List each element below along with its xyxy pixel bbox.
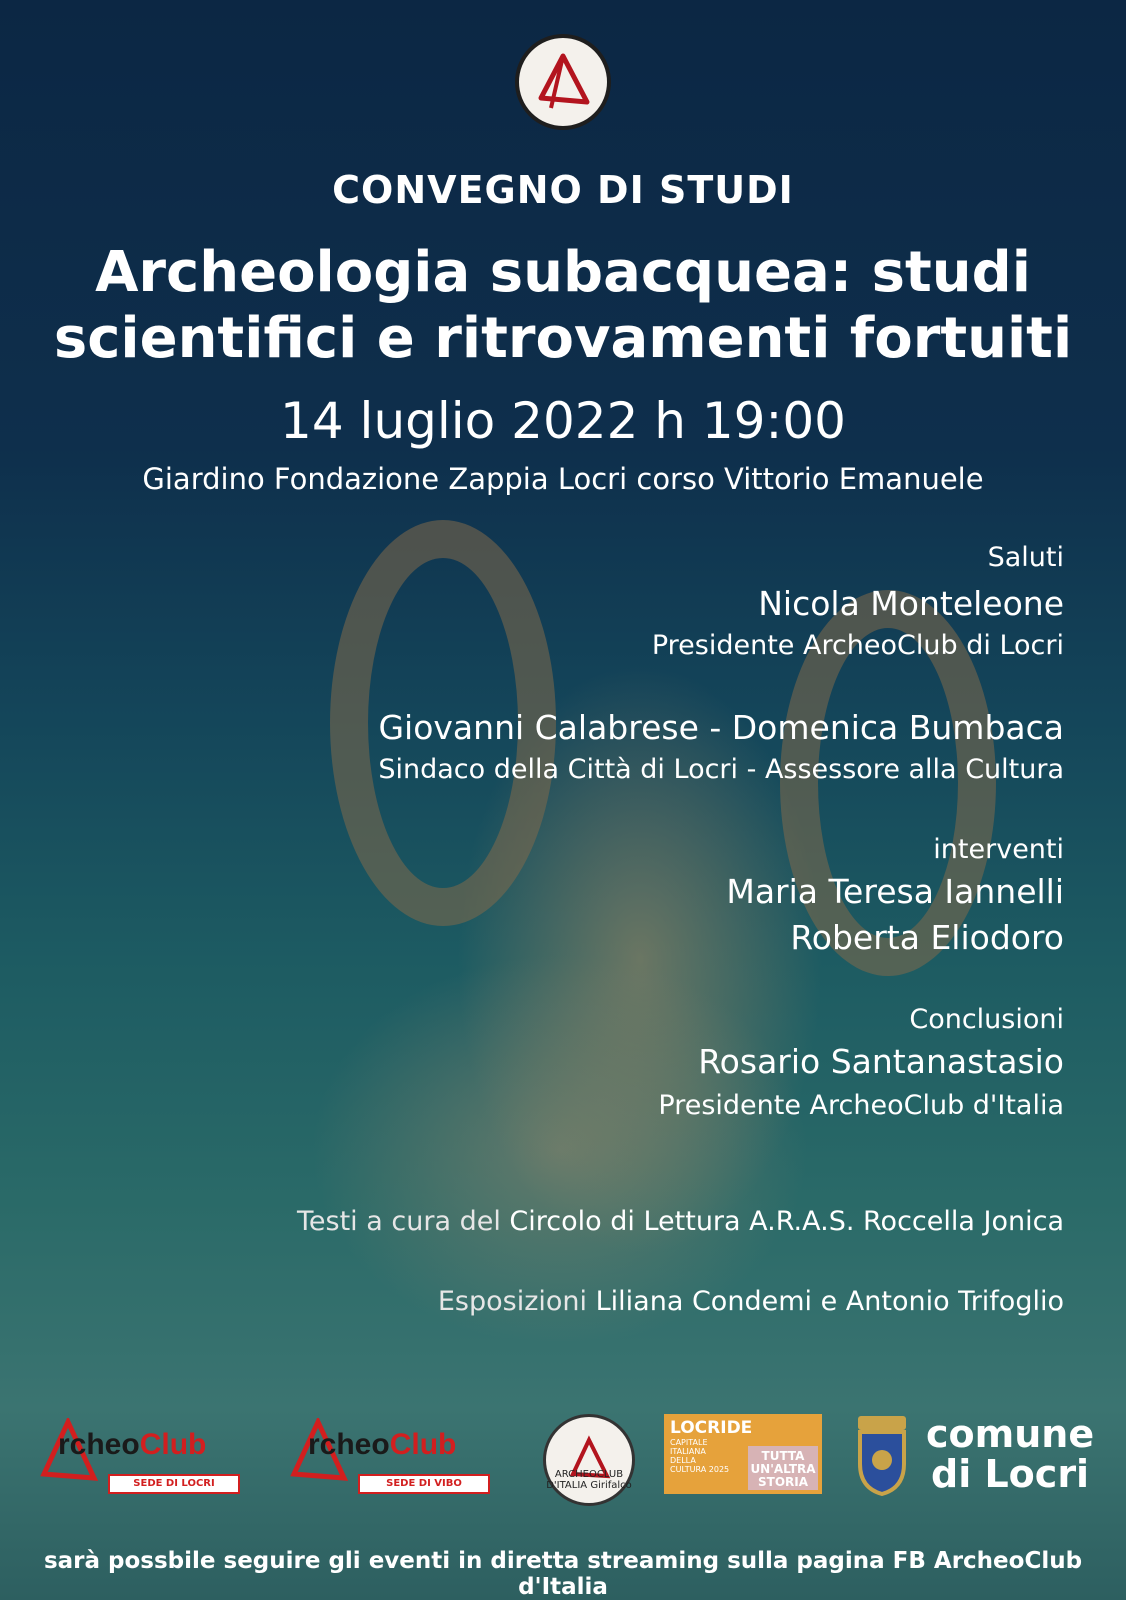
logo-wordmark	[308, 1428, 456, 1462]
comune-di-locri-label	[926, 1414, 1094, 1494]
esposizioni-credit	[438, 1286, 1064, 1317]
archeoclub-girifalco-seal	[543, 1414, 635, 1506]
event-venue: Giardino Fondazione Zappia Locri corso Vittorio Emanuele	[142, 462, 984, 496]
locride-title: LOCRIDE	[670, 1418, 753, 1438]
event-title	[0, 240, 1126, 372]
locride-subtitle: CAPITALE ITALIANA DELLA CULTURA 2025	[670, 1438, 730, 1474]
conclusioni-name: Rosario Santanastasio	[698, 1042, 1064, 1081]
interventi-label: interventi	[933, 834, 1064, 865]
event-date: 14 luglio 2022 h 19:00	[280, 392, 846, 450]
testi-prefix: Testi a cura del	[297, 1206, 510, 1237]
locri-crest-icon	[850, 1412, 914, 1496]
locride-logo	[664, 1414, 822, 1494]
saluti-label: Saluti	[987, 542, 1064, 573]
saluti-role: Presidente ArcheoClub di Locri	[651, 630, 1064, 661]
testi-credit	[297, 1206, 1064, 1237]
esposizioni-names: Liliana Condemi e Antonio Trifoglio	[595, 1286, 1064, 1317]
archeoclub-locri-logo	[38, 1418, 238, 1498]
speaker-2: Roberta Eliodoro	[790, 918, 1064, 957]
conclusioni-role: Presidente ArcheoClub d'Italia	[658, 1090, 1064, 1121]
archeoclub-logo	[515, 34, 611, 130]
archeoclub-vibo-logo	[288, 1418, 488, 1498]
sede-label: SEDE DI VIBO	[358, 1474, 490, 1494]
title-line-2: scientifici e ritrovamenti fortuiti	[53, 306, 1073, 371]
guests-roles: Sindaco della Città di Locri - Assessore alla Cultura	[378, 754, 1064, 785]
wordmark-b: Club	[139, 1428, 207, 1461]
locride-tagline: TUTTA UN'ALTRA STORIA	[748, 1446, 818, 1490]
saluti-name: Nicola Monteleone	[758, 584, 1064, 623]
wordmark-b: Club	[389, 1428, 457, 1461]
streaming-notice: sarà possbile seguire gli eventi in diretta streaming sulla pagina FB ArcheoClub d'Italia	[43, 1548, 1083, 1600]
archeoclub-triangle-icon	[523, 42, 603, 122]
conclusioni-label: Conclusioni	[909, 1004, 1064, 1035]
wordmark-a: rcheo	[58, 1428, 140, 1461]
esposizioni-prefix: Esposizioni	[437, 1286, 596, 1317]
title-line-1: Archeologia subacquea: studi	[95, 240, 1031, 305]
seal-text: ARCHEOCLUB D'ITALIA Girifalco	[546, 1469, 632, 1491]
comune-line-2: di Locri	[931, 1452, 1090, 1496]
guests-names: Giovanni Calabrese - Domenica Bumbaca	[378, 708, 1064, 747]
event-type: CONVEGNO DI STUDI	[332, 168, 794, 212]
logo-wordmark	[58, 1428, 206, 1462]
sede-label: SEDE DI LOCRI	[108, 1474, 240, 1494]
speaker-1: Maria Teresa Iannelli	[726, 872, 1064, 911]
wordmark-a: rcheo	[308, 1428, 390, 1461]
testi-name: Circolo di Lettura A.R.A.S. Roccella Jonica	[509, 1206, 1064, 1237]
comune-line-1: comune	[926, 1412, 1095, 1456]
